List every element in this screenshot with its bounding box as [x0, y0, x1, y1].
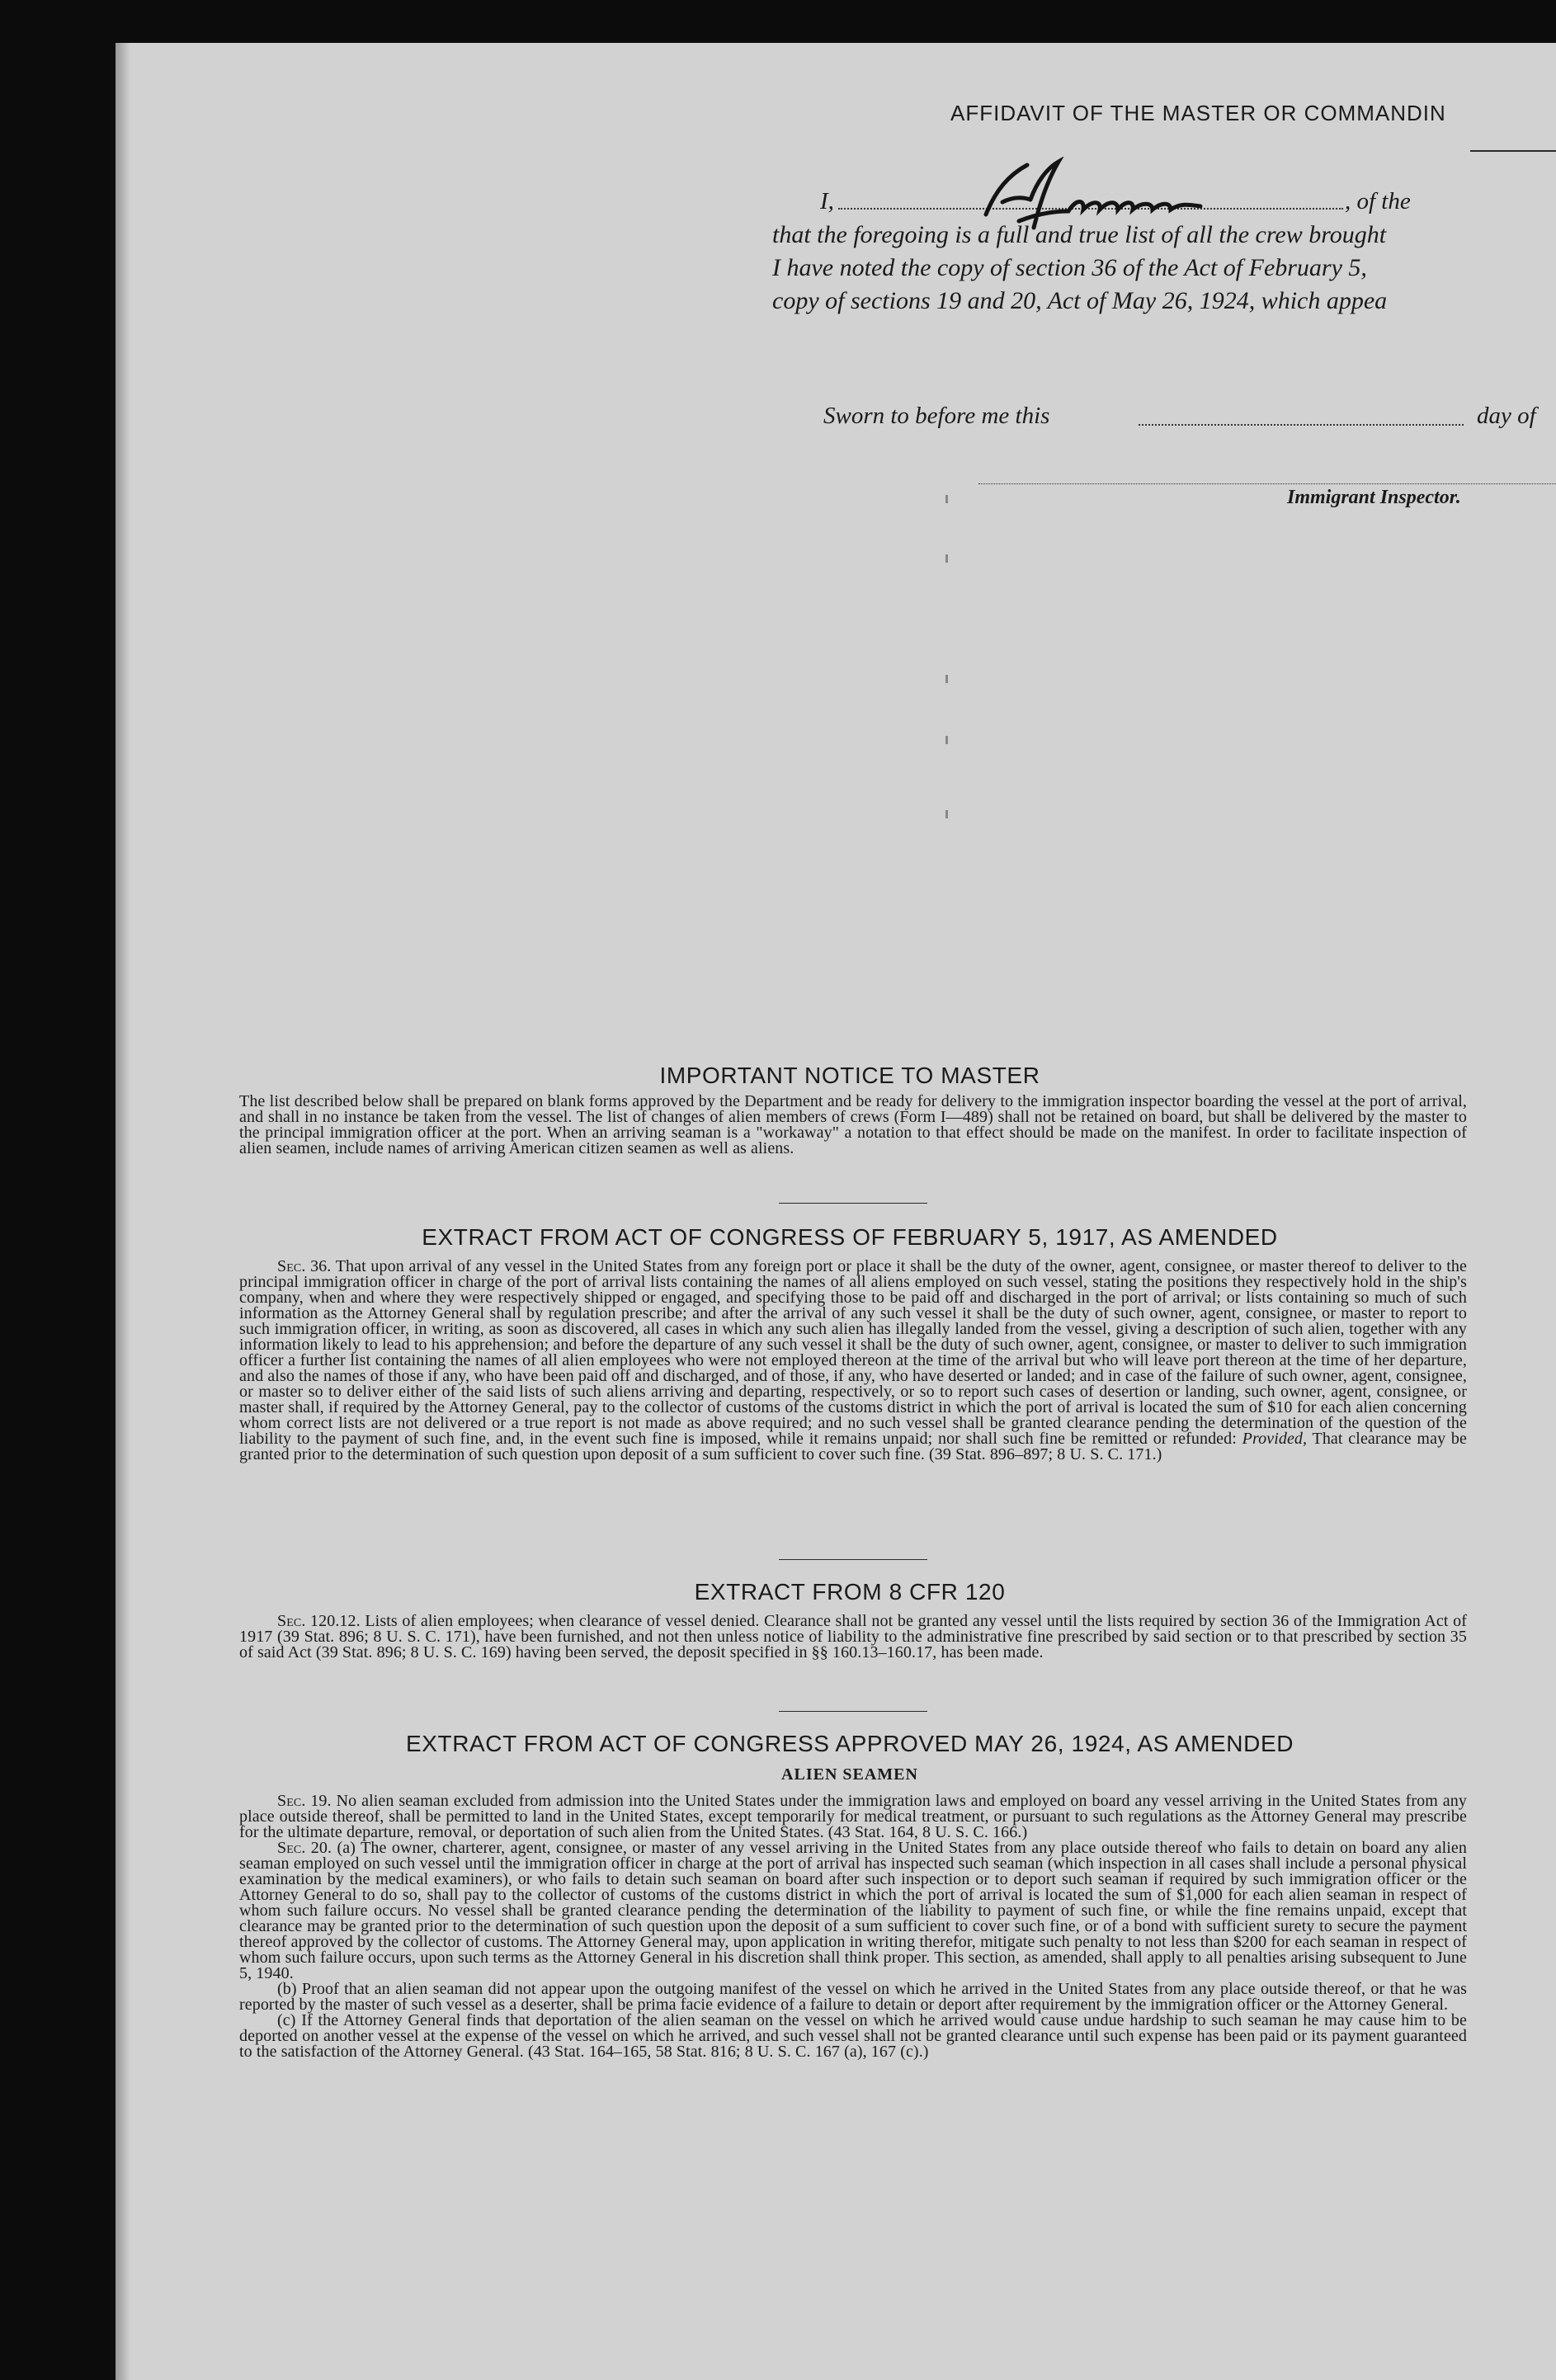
alien-seamen-subheading: ALIEN SEAMEN [781, 1765, 918, 1784]
section-20c: (c) If the Attorney General finds that deportation of the alien seaman on the vessel on which he arrived would cause undue hardship to such seaman he may cause him to be deported on another vessel at the expense of the vessel on which he arrived, and such vessel shall not be granted clearance until such expense has been paid or its payment guaranteed to the satisfaction of the Attorney General. (43 Stat. 164–165, 58 Stat. 816; 8 U. S. C. 167 (a), 167 (c).) [239, 2011, 1467, 2061]
scan-mark [945, 810, 948, 818]
affidavit-line3: I have noted the copy of section 36 of the Act of February 5, [772, 254, 1367, 281]
section-label: Sec. 120.12. [277, 1612, 361, 1630]
extract-1917-heading: EXTRACT FROM ACT OF CONGRESS OF FEBRUARY 5, 1917, AS AMENDED [422, 1224, 1278, 1250]
section-body: Lists of alien employees; when clearance of vessel denied. Clearance shall not be granted any vessel until the lists required by section 36 of the Immigration Act of 1917 (39 Stat. 896; 8 U. S. C. 171), have been furnished, and not then unless notice of liability to the administrative fine prescribed by said section or to that prescribed by section 35 of said Act (39 Stat. 896; 8 U. S. C. 169) having been served, the deposit specified in §§ 160.13–160.17, has been made. [239, 1612, 1467, 1661]
scan-mark [945, 495, 948, 503]
section-body: No alien seaman excluded from admission into the United States under the immigration laws and employed on board any vessel arriving in the United States from any place outside thereof, shall be permitted to land in the United States, except temporarily for medical treatment, or pursuant to such regulations as the Attorney General may prescribe for the ultimate departure, removal, or deportation of such alien from the United States. (43 Stat. 164, 8 U. S. C. 166.) [239, 1792, 1467, 1841]
extract-cfr-text [239, 1614, 1467, 1661]
section-body-end: That clearance may be granted prior to the determination of such question upon deposit of a sum sufficient to cover such fine. (39 Stat. 896–897; 8 U. S. C. 171.) [239, 1430, 1467, 1463]
affidavit-title-rule [1470, 150, 1556, 152]
section-body: (a) The owner, charterer, agent, consignee, or master of any vessel arriving in the United States from any place outside thereof who fails to detain on board any alien seaman employed on such vessel until the immigration officer in charge at the port of arrival has inspected such seaman (which inspection in all cases shall include a personal physical examination by the medical examiners), or who fails to detain such seaman on board after such inspection or to deport such seaman if required by such immigration officer or the Attorney General to do so, shall pay to the collector of customs of the customs district in which the port of arrival is located the sum of $1,000 for each alien seaman in respect of whom such failure occurs. No vessel shall be granted clearance pending the determination of the liability to payment of such fine, or while the fine remains unpaid, except that clearance may be granted prior to the determination of such question upon the deposit of a sum sufficient to cover such fine, or of a bond with sufficient surety to secure the payment thereof approved by the collector of customs. The Attorney General may, upon application in writing therefor, mitigate such penalty to not less than $200 for each seaman in respect of whom such failure occurs, upon such terms as the Attorney General in his discretion shall think proper. This section, as amended, shall apply to all penalties arising subsequent to June 5, 1940. [239, 1839, 1467, 1982]
affidavit-title: AFFIDAVIT OF THE MASTER OR COMMANDIN [950, 101, 1446, 125]
section-19 [239, 1793, 1467, 1840]
divider [779, 1203, 927, 1204]
extract-1924-heading: EXTRACT FROM ACT OF CONGRESS APPROVED MAY 26, 1924, AS AMENDED [405, 1731, 1294, 1756]
section-label: Sec. 20. [277, 1839, 332, 1857]
extract-cfr-heading: EXTRACT FROM 8 CFR 120 [694, 1579, 1006, 1605]
inspector-label: Immigrant Inspector. [1287, 487, 1461, 508]
sworn-date-line [1139, 424, 1464, 426]
inspector-signature-line [978, 483, 1556, 484]
scan-mark [945, 554, 948, 563]
document-page [116, 43, 1556, 2380]
scan-mark [945, 736, 948, 744]
section-label: Sec. 36. [277, 1257, 332, 1275]
notice-text: The list described below shall be prepared on blank forms approved by the Department and be ready for delivery to the immigration inspector boarding the vessel at the port of arrival, and shall in no instance be taken from the vessel. The list of changes of alien members of crews (Form I—489) shall not be retained on board, but shall be delivered by the master to the principal immigration officer at the port. When an arriving seaman is a "workaway" a notation to that effect should be made on the manifest. In order to facilitate inspection of alien seamen, include names of arriving American citizen seamen as well as aliens. [239, 1092, 1467, 1157]
extract-1917-text [239, 1259, 1467, 1463]
affidavit-line4: copy of sections 19 and 20, Act of May 26, 1924, which appea [772, 287, 1388, 314]
section-label: Sec. 19. [277, 1792, 332, 1810]
notice-heading: IMPORTANT NOTICE TO MASTER [659, 1063, 1040, 1088]
affidavit-line1-suffix: , of the [1345, 188, 1411, 214]
divider [779, 1711, 927, 1712]
section-body: That upon arrival of any vessel in the United States from any foreign port or place it shall be the duty of the owner, agent, consignee, or master thereof to deliver to the principal immigration officer in charge of the port of arrival lists containing the names of all aliens employed on such vessel, stating the positions they respectively hold in the ship's company, when and where they were respectively shipped or engaged, and specifying those to be paid off and discharged in the port of arrival; or lists containing so much of such information as the Attorney General shall by regulation prescribe; and after the arrival of any such vessel it shall be the duty of such owner, agent, consignee, or master to report to such immigration officer, in writing, as soon as discovered, all cases in which any such alien has illegally landed from the vessel, giving a description of such alien, together with any information likely to lead to his apprehension; and before the departure of any such vessel it shall be the duty of such owner, agent, consignee, or master to deliver to such immigration officer a further list containing the names of all alien employees who were not employed thereon at the time of the arrival but who will leave port thereon at the time of her departure, and also the names of those if any, who have been paid off and discharged, and of those, if any, who have deserted or landed; and in case of the failure of such owner, agent, consignee, or master so to deliver either of the said lists of such aliens arriving and departing, respectively, or so to report such cases of desertion or landing, such owner, agent, consignee, or master shall, if required by the Attorney General, pay to the collector of customs of the customs district in which the port of arrival is located the sum of $10 for each alien concerning whom correct lists are not delivered or a true report is not made as above required; and no such vessel shall be granted clearance pending the determination of the question of the liability to the payment of such fine, and, in the event such fine is imposed, while it remains unpaid; nor shall such fine be remitted or refunded: [239, 1257, 1467, 1448]
sworn-prefix: Sworn to before me this [823, 403, 1050, 429]
sworn-suffix: day of [1477, 403, 1536, 429]
page-edge-shadow [116, 43, 130, 2380]
extract-1924-body [239, 1793, 1467, 2060]
section-20a [239, 1840, 1467, 1982]
scan-mark [945, 675, 948, 683]
section-20b: (b) Proof that an alien seaman did not appear upon the outgoing manifest of the vessel on which he arrived in the United States from any place outside thereof, or that he was reported by the master of such vessel as a deserter, shall be prima facie evidence of a failure to detain or deport after requirement by the immigration officer or the Attorney General. [239, 1980, 1467, 2014]
provided-word: Provided, [1242, 1430, 1308, 1448]
affidavit-line2: that the foregoing is a full and true list of all the crew brought [772, 221, 1387, 248]
affidavit-i-prefix: I, [820, 188, 834, 214]
divider [779, 1559, 927, 1560]
